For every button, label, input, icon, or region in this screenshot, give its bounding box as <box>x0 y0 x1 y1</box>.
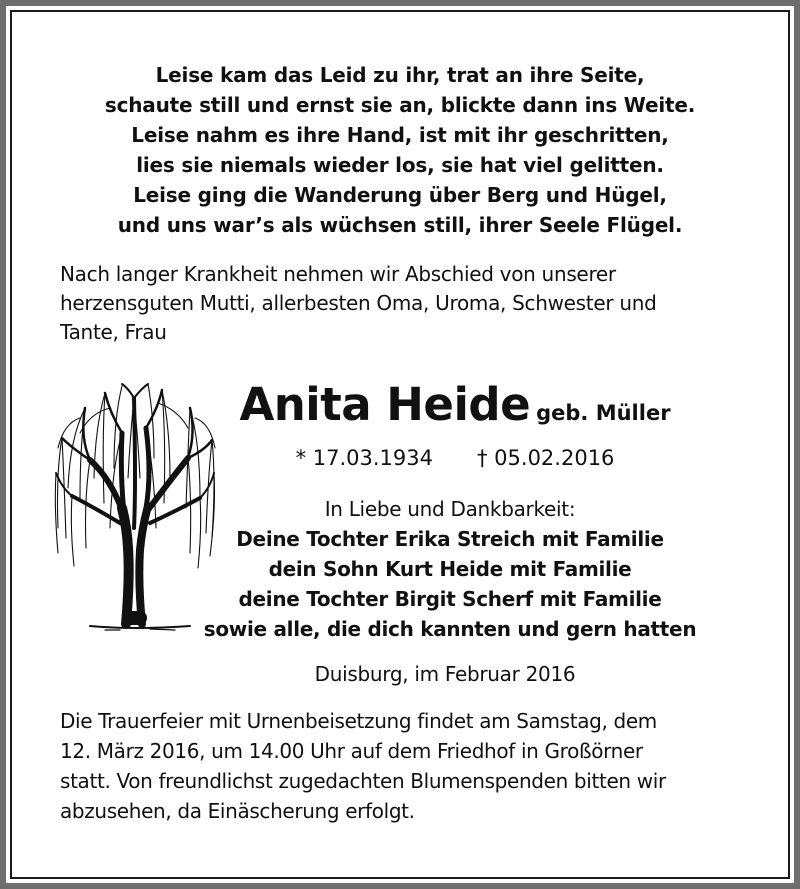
deceased-name-line <box>210 378 700 431</box>
mourners-heading: In Liebe und Dankbarkeit: <box>324 497 576 521</box>
birth-date: * 17.03.1934 <box>295 446 433 470</box>
life-dates <box>210 446 700 470</box>
mourner-line: dein Sohn Kurt Heide mit Familie <box>268 557 632 581</box>
funeral-line: 12. März 2016, um 14.00 Uhr auf dem Friedhof in Großörner <box>60 739 643 763</box>
funeral-line: statt. Von freundlichst zugedachten Blumenspenden bitten wir <box>60 769 666 793</box>
death-date: † 05.02.2016 <box>477 446 615 470</box>
poem <box>30 60 770 240</box>
intro-line: Nach langer Krankheit nehmen wir Abschied von unserer <box>60 262 616 286</box>
intro-line: Tante, Frau <box>60 320 167 344</box>
place-and-date: Duisburg, im Februar 2016 <box>314 662 576 686</box>
funeral-notice <box>60 706 740 826</box>
funeral-line: abzusehen, da Einäscherung erfolgt. <box>60 799 415 823</box>
maiden-name: geb. Müller <box>536 401 671 425</box>
deceased-name: Anita Heide <box>239 378 531 431</box>
funeral-line: Die Trauerfeier mit Urnenbeisetzung findet am Samstag, dem <box>60 709 657 733</box>
poem-line: Leise ging die Wanderung über Berg und Hügel, <box>133 183 667 207</box>
mourners-block <box>200 494 700 644</box>
poem-line: Leise nahm es ihre Hand, ist mit ihr geschritten, <box>131 123 669 147</box>
mourner-line: deine Tochter Birgit Scherf mit Familie <box>238 587 662 611</box>
poem-line: Leise kam das Leid zu ihr, trat an ihre Seite, <box>155 63 645 87</box>
mourner-line: Deine Tochter Erika Streich mit Familie <box>236 527 664 551</box>
poem-line: und uns war’s als wüchsen still, ihrer Seele Flügel. <box>117 213 683 237</box>
mourner-line: sowie alle, die dich kannten und gern hatten <box>203 617 697 641</box>
poem-line: schaute still und ernst sie an, blickte dann ins Weite. <box>104 93 696 117</box>
intro-line: herzensguten Mutti, allerbesten Oma, Uroma, Schwester und <box>60 291 657 315</box>
bare-tree-icon <box>50 378 218 636</box>
intro-text <box>60 260 740 347</box>
poem-line: lies sie niemals wieder los, sie hat viel gelitten. <box>136 153 664 177</box>
